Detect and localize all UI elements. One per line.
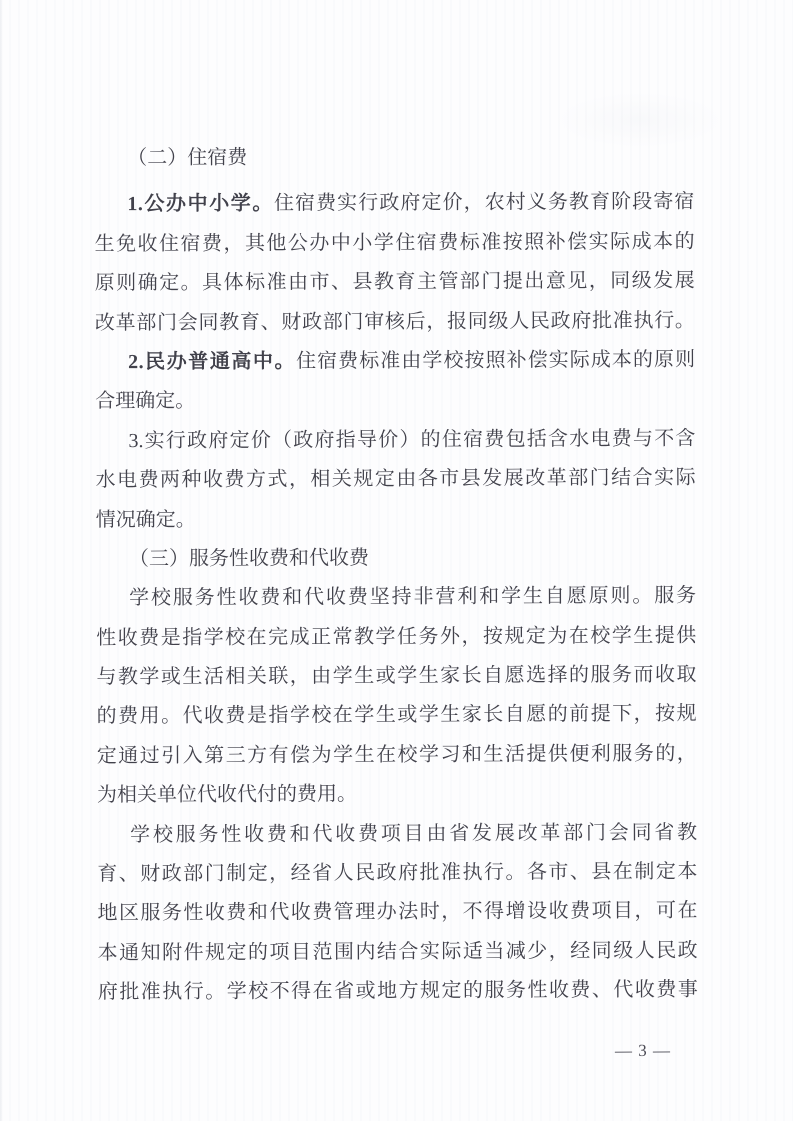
text-line (96, 577, 696, 619)
text-line (95, 380, 695, 422)
text-line (96, 616, 696, 658)
text-line (97, 774, 697, 816)
page-number: — 3 — (614, 1040, 672, 1061)
text-run: （三）服务性收费和代收费 (128, 547, 369, 571)
text-run: 地区服务性收费和代收费管理办法时，不得增设收费项目，可在 (97, 900, 698, 925)
section-heading-2 (94, 137, 694, 179)
text-run: 情况确定。 (95, 508, 196, 531)
text-line (97, 853, 697, 895)
text-line (96, 459, 696, 501)
text-line (98, 971, 698, 1013)
text-line (95, 262, 695, 304)
text-line (95, 419, 695, 461)
text-run: 住宿费实行政府定价，农村义务教育阶段寄宿 (273, 191, 695, 215)
text-run: （二）住宿费 (127, 146, 248, 170)
text-run: 育、财政部门制定，经省人民政府批准执行。各市、县在制定本 (97, 860, 698, 886)
text-line (97, 735, 697, 777)
text-line (94, 183, 694, 225)
bold-text-run: 2.民办普通高中。 (128, 350, 297, 374)
text-run: 原则确定。具体标准由市、县教育主管部门提出意见，同级发展 (94, 269, 695, 295)
text-line (96, 656, 696, 698)
text-run: 生免收住宿费，其他公办中小学住宿费标准按照补偿实际成本的 (94, 230, 695, 256)
text-line (97, 813, 697, 855)
text-run: 3.实行政府定价（政府指导价）的住宿费包括含水电费与不含 (128, 427, 696, 452)
text-run: 水电费两种收费方式，相关规定由各市县发展改革部门结合实际 (95, 466, 696, 492)
text-run: 学校服务性收费和代收费项目由省发展改革部门会同省教 (130, 821, 698, 846)
text-run: 府批准执行。学校不得在省或地方规定的服务性收费、代收费事 (97, 978, 698, 1004)
text-run: 合理确定。 (95, 390, 196, 413)
text-run: 性收费是指学校在完成正常教学任务外，按规定为在校学生提供 (96, 624, 697, 649)
text-line (95, 341, 695, 383)
text-line (94, 222, 694, 264)
text-run: 本通知附件规定的项目范围内结合实际适当减少，经同级人民政 (97, 939, 698, 965)
text-line (95, 301, 695, 343)
text-run: 的费用。代收费是指学校在学生或学生家长自愿的前提下，按规 (96, 703, 697, 728)
text-run: 改革部门会同教育、财政部门审核后，报同级人民政府批准执行。 (94, 309, 695, 334)
section-heading-3 (96, 538, 696, 580)
text-run: 住宿费标准由学校按照补偿实际成本的原则 (295, 348, 696, 373)
text-run: 学校服务性收费和代收费坚持非营利和学生自愿原则。服务 (129, 584, 697, 610)
text-line (96, 498, 696, 540)
text-line (97, 892, 697, 934)
document-text-block (94, 137, 698, 1013)
text-run: 与教学或生活相关联，由学生或学生家长自愿选择的服务而收取 (96, 663, 697, 689)
bold-text-run: 1.公办中小学。 (127, 192, 274, 216)
text-line (98, 932, 698, 974)
text-line (97, 695, 697, 737)
text-run: 为相关单位代收代付的费用。 (96, 783, 358, 807)
text-run: 定通过引入第三方有偿为学生在校学习和生活提供便利服务的， (96, 742, 697, 768)
